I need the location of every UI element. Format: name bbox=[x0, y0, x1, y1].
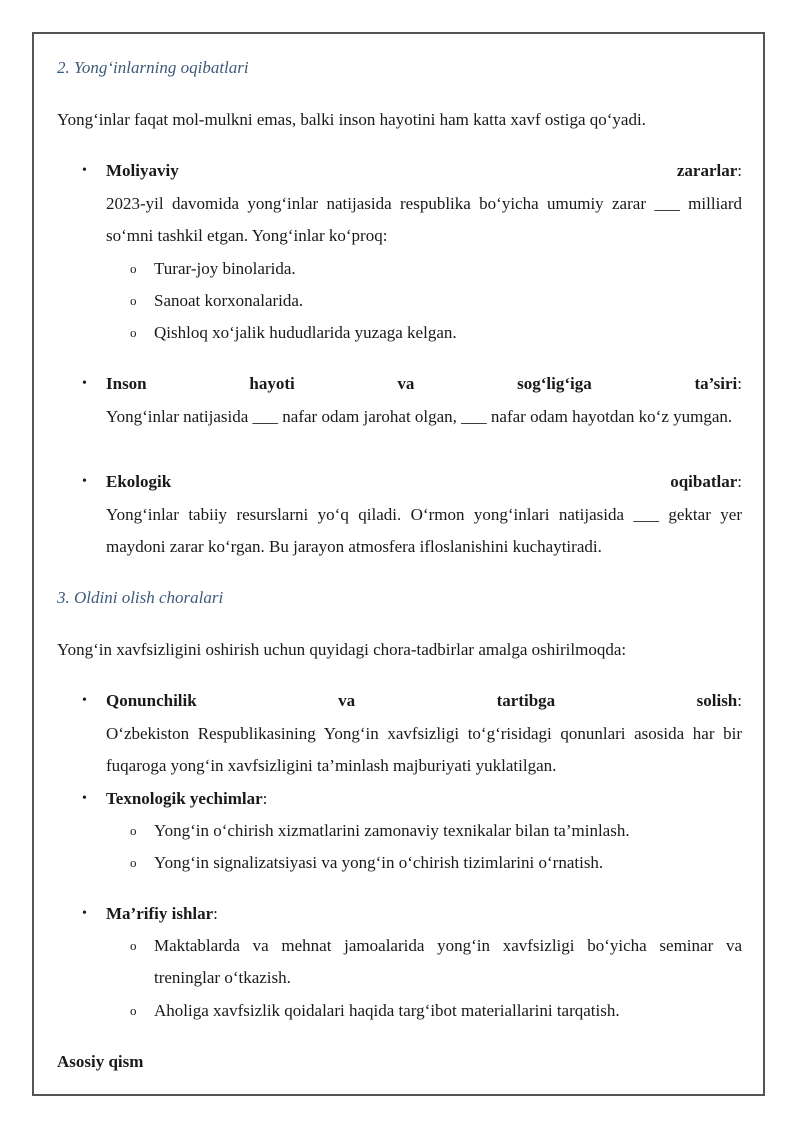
bullet-circle-icon: o bbox=[130, 261, 137, 276]
section-2-heading: 2. Yong‘inlarning oqibatlari bbox=[57, 58, 249, 77]
item-body: 2023-yil davomida yong‘inlar natijasida respublika bo‘yicha umumiy zarar ___ milliard so‘mni tashkil etgan. Yong‘inlar ko‘proq: bbox=[106, 193, 742, 245]
sub-item: o Sanoat korxonalarida. bbox=[154, 285, 742, 317]
item-title: Ma’rifiy ishlar bbox=[106, 904, 214, 923]
bullet-disc-icon: • bbox=[82, 474, 87, 489]
bullet-disc-icon: • bbox=[82, 906, 87, 921]
bullet-circle-icon: o bbox=[130, 1003, 137, 1018]
sub-item: o Maktablarda va mehnat jamoalarida yong‘in xavfsizligi bo‘yicha seminar va treninglar o‘tkazish. bbox=[154, 930, 742, 994]
item-title: Ekologik oqibatlar bbox=[106, 472, 738, 491]
list-item-human-life: • Inson hayoti va sog‘lig‘iga ta’siri: Yong‘inlar natijasida ___ nafar odam jarohat olgan, ___ nafar odam hayotdan ko‘z yumgan. bbox=[106, 368, 742, 433]
sub-item: o Turar-joy binolarida. bbox=[154, 253, 742, 285]
sub-item: o Yong‘in signalizatsiyasi va yong‘in o‘chirish tizimlarini o‘rnatish. bbox=[154, 847, 742, 879]
bullet-disc-icon: • bbox=[82, 376, 87, 391]
item-body: O‘zbekiston Respublikasining Yong‘in xavfsizligi to‘g‘risidagi qonunlari asosida har bir fuqaroga yong‘in xavfsizligini ta’minlash majburiyati yuklatilgan. bbox=[106, 723, 742, 775]
sub-item: o Yong‘in o‘chirish xizmatlarini zamonaviy texnikalar bilan ta’minlash. bbox=[154, 815, 742, 847]
item-title: Inson hayoti va sog‘lig‘iga ta’siri bbox=[106, 374, 738, 393]
list-item-legislation: • Qonunchilik va tartibga solish: O‘zbekiston Respublikasining Yong‘in xavfsizligi to‘g‘risidagi qonunlari asosida har bir fuqaroga yong‘in xavfsizligini ta’minlash majburiyati yuklatilgan. bbox=[106, 685, 742, 783]
bullet-disc-icon: • bbox=[82, 791, 87, 806]
section-3-intro: Yong‘in xavfsizligini oshirish uchun quyidagi chora-tadbirlar amalga oshirilmoqda: bbox=[57, 640, 627, 659]
bullet-circle-icon: o bbox=[130, 293, 137, 308]
list-item-technology: • Texnologik yechimlar: bbox=[106, 783, 742, 816]
sub-item: o Aholiga xavfsizlik qoidalari haqida targ‘ibot materiallarini tarqatish. bbox=[154, 995, 742, 1027]
item-title: Qonunchilik va tartibga solish bbox=[106, 691, 738, 710]
bullet-circle-icon: o bbox=[130, 823, 137, 838]
item-body: Yong‘inlar tabiiy resurslarni yo‘q qiladi. O‘rmon yong‘inlari natijasida ___ gektar yer maydoni zarar ko‘rgan. Bu jarayon atmosfera ifloslanishini kuchaytiradi. bbox=[106, 504, 742, 556]
item-body: Yong‘inlar natijasida ___ nafar odam jarohat olgan, ___ nafar odam hayotdan ko‘z yumgan. bbox=[106, 406, 733, 426]
bullet-circle-icon: o bbox=[130, 325, 137, 340]
bullet-circle-icon: o bbox=[130, 855, 137, 870]
bullet-disc-icon: • bbox=[82, 163, 87, 178]
list-item-ecological: • Ekologik oqibatlar: Yong‘inlar tabiiy resurslarni yo‘q qiladi. O‘rmon yong‘inlari natijasida ___ gektar yer maydoni zarar ko‘rgan. Bu jarayon atmosfera ifloslanishini kuchaytiradi. bbox=[106, 466, 742, 564]
list-item-education: • Ma’rifiy ishlar: bbox=[106, 898, 742, 931]
bullet-circle-icon: o bbox=[130, 938, 137, 953]
bullet-disc-icon: • bbox=[82, 693, 87, 708]
list-item-financial-losses: • Moliyaviy zararlar: 2023-yil davomida yong‘inlar natijasida respublika bo‘yicha umumiy zarar ___ milliard so‘mni tashkil etgan. Yong‘inlar ko‘proq: bbox=[106, 155, 742, 253]
item-title: Moliyaviy zararlar bbox=[106, 161, 738, 180]
sub-item: o Qishloq xo‘jalik hududlarida yuzaga kelgan. bbox=[154, 317, 742, 349]
item-title: Texnologik yechimlar bbox=[106, 789, 263, 808]
section-2-intro: Yong‘inlar faqat mol-mulkni emas, balki inson hayotini ham katta xavf ostiga qo‘yadi. bbox=[57, 110, 646, 129]
main-part-heading: Asosiy qism bbox=[57, 1052, 144, 1071]
section-3-heading: 3. Oldini olish choralari bbox=[57, 588, 224, 607]
